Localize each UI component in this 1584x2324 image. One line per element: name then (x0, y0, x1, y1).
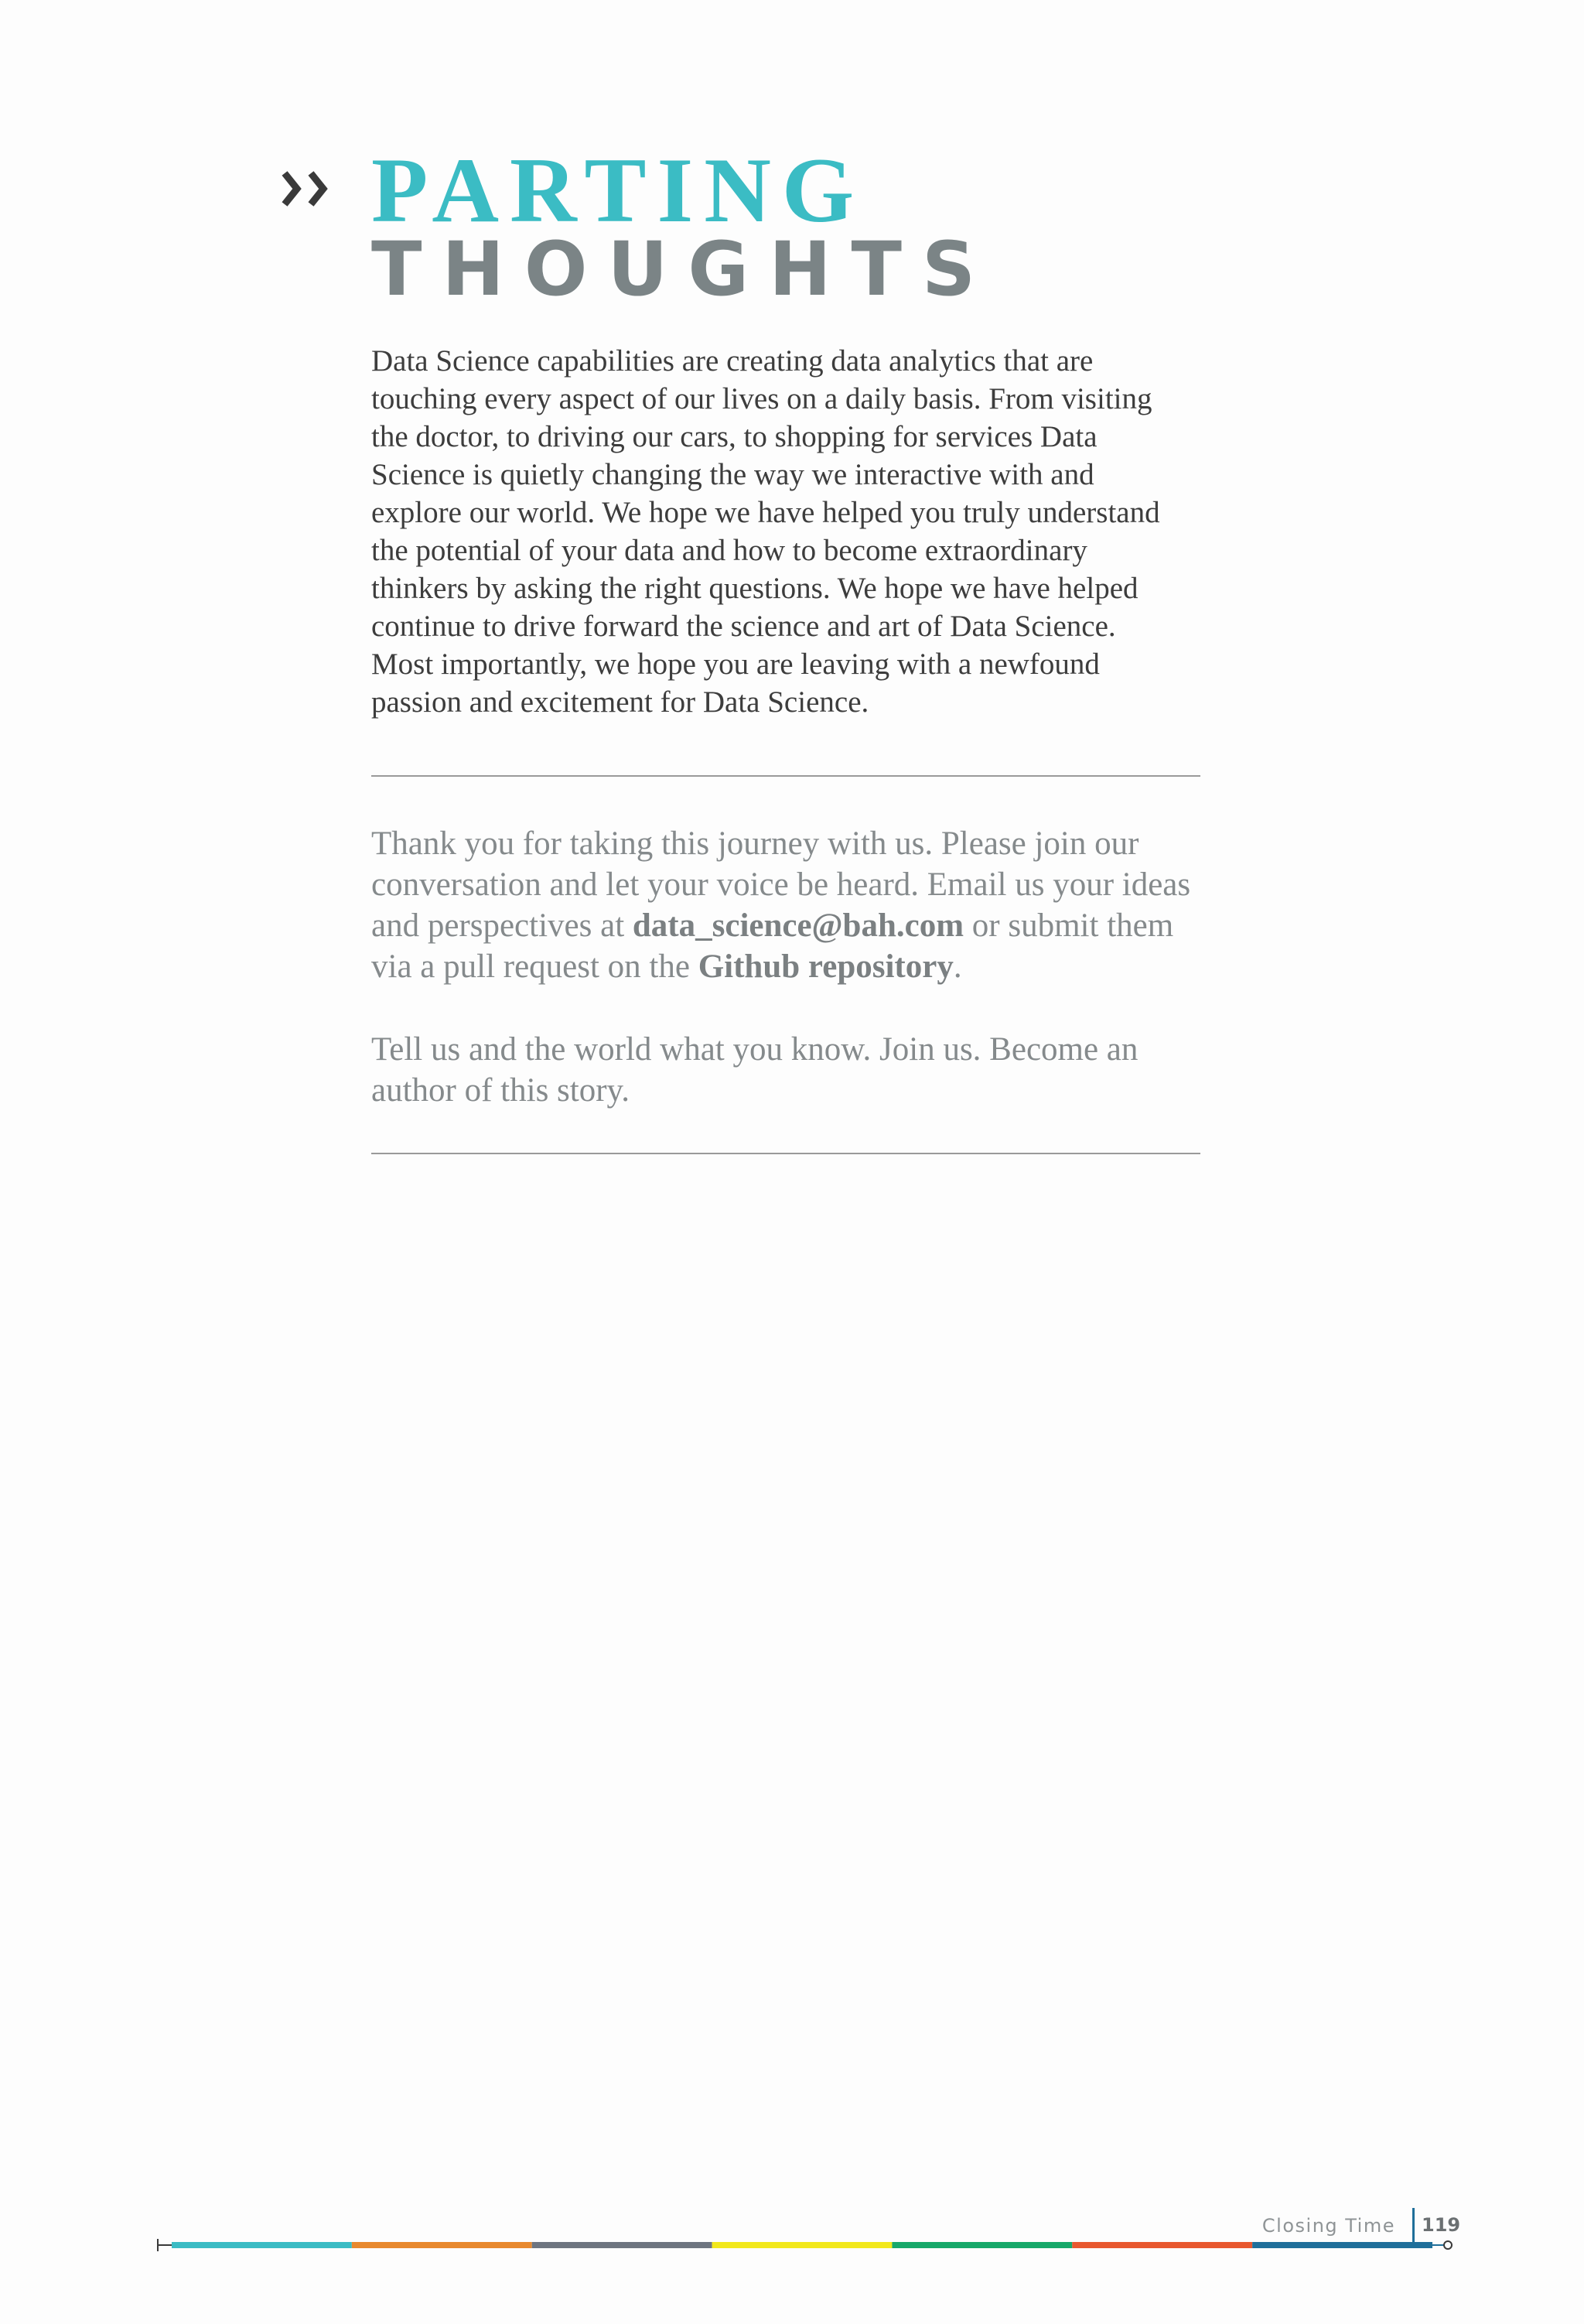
timeline-segment (1072, 2242, 1252, 2248)
github-repository-reference: Github repository (698, 948, 954, 985)
closing-line: author of this story. (371, 1072, 630, 1109)
thanks-line: Thank you for taking this journey with us. Please join our (371, 825, 1139, 862)
divider-bottom (371, 1153, 1200, 1154)
thanks-text: via a pull request on the (371, 948, 698, 985)
timeline-segment (712, 2242, 893, 2248)
timeline-segment (1252, 2242, 1432, 2248)
thanks-text: . (953, 948, 962, 985)
page-number: 119 (1422, 2214, 1461, 2236)
thanks-text: or submit them (964, 907, 1174, 944)
footer-timeline (155, 2236, 1454, 2254)
body-line: passion and excitement for Data Science. (371, 685, 869, 719)
thanks-line (371, 905, 1238, 946)
email-address: data_science@bah.com (632, 907, 964, 944)
double-chevron-right-icon (278, 166, 340, 212)
body-line: Data Science capabilities are creating data analytics that are (371, 344, 1094, 378)
closing-line: Tell us and the world what you know. Join us. Become an (371, 1031, 1138, 1068)
body-line: touching every aspect of our lives on a daily basis. From visiting (371, 382, 1152, 415)
body-line: continue to drive forward the science and art of Data Science. (371, 610, 1116, 643)
body-line: Science is quietly changing the way we interactive with and (371, 458, 1094, 491)
body-paragraph (371, 342, 1238, 721)
body-line: thinkers by asking the right questions. We hope we have helped (371, 572, 1138, 605)
timeline-segment (352, 2242, 532, 2248)
divider-top (371, 775, 1200, 777)
body-line: the doctor, to driving our cars, to shopping for services Data (371, 420, 1098, 453)
body-line: the potential of your data and how to become extraordinary (371, 534, 1087, 567)
page-title-line1: PARTING (371, 138, 865, 241)
body-line: explore our world. We hope we have helped you truly understand (371, 496, 1160, 529)
closing-paragraph (371, 1029, 1238, 1111)
page-title-line2: THOUGHTS (371, 226, 996, 313)
thanks-line (371, 946, 1238, 987)
footer-section-label: Closing Time (1261, 2215, 1395, 2237)
timeline-segment (172, 2242, 352, 2248)
body-line: Most importantly, we hope you are leaving with a newfound (371, 648, 1100, 681)
thanks-paragraph (371, 823, 1238, 987)
timeline-end-circle (1444, 2241, 1452, 2249)
thanks-line: conversation and let your voice be heard. Email us your ideas (371, 866, 1191, 903)
timeline-segment (892, 2242, 1072, 2248)
thanks-text: and perspectives at (371, 907, 633, 944)
timeline-segment (532, 2242, 712, 2248)
